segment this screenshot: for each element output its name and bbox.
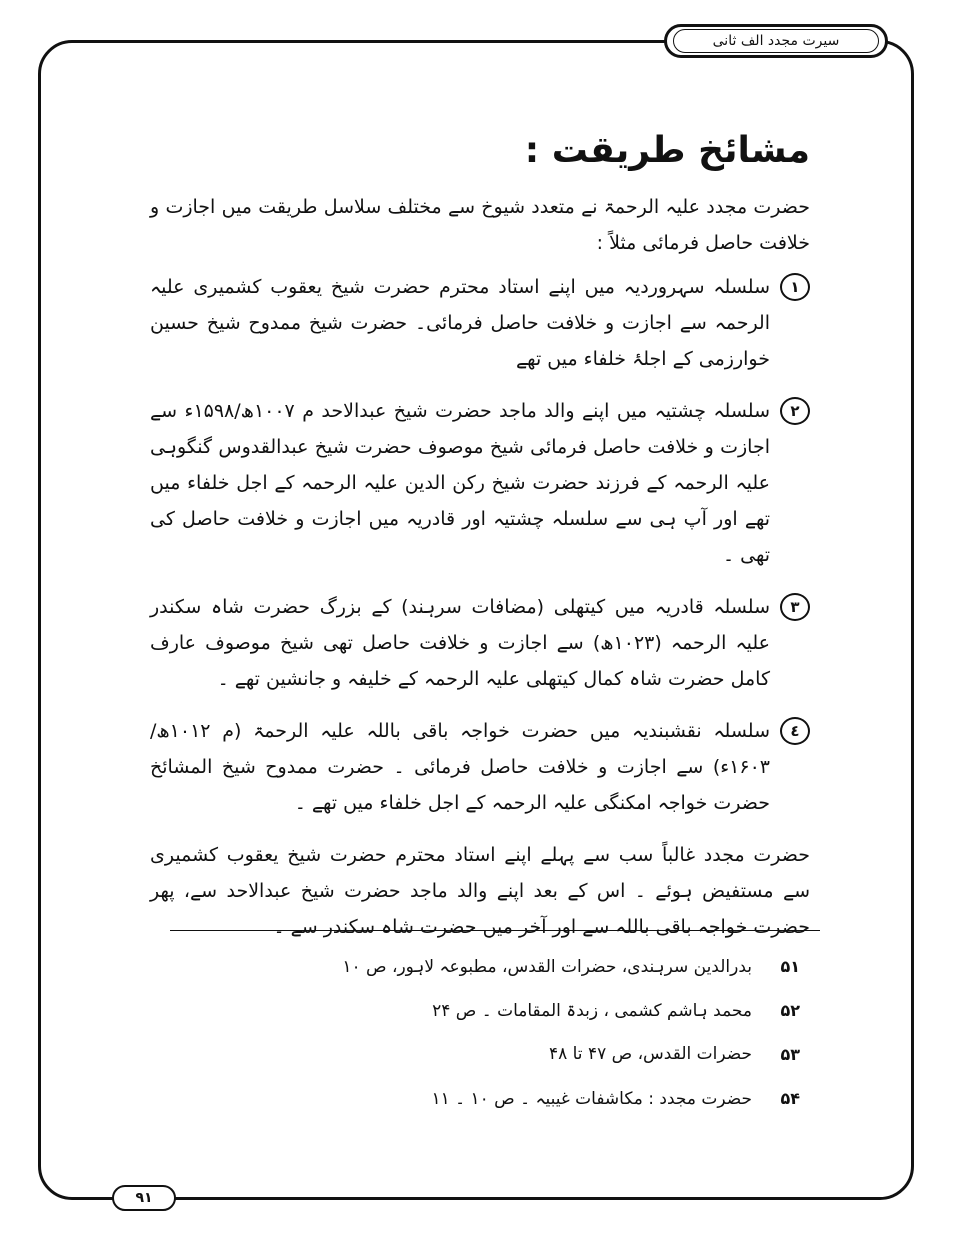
footnotes bbox=[300, 944, 800, 1120]
page-number: ۹۱ bbox=[112, 1185, 176, 1211]
list-item bbox=[150, 269, 810, 377]
footnote-number: ۵۲ bbox=[780, 1000, 800, 1020]
footnote-number: ۵۳ bbox=[780, 1044, 800, 1064]
closing-paragraph: حضرت مجدد غالباً سب سے پہلے اپنے استاد محترم حضرت شیخ یعقوب کشمیری سے مستفیض ہوئے ۔ اس کے بعد اپنے والد ماجد حضرت شیخ عبدالاحد سے، پھر حضرت خواجہ باقی باللہ سے اور آخر میں حضرت شاہ سکندر سے ۔ bbox=[150, 843, 810, 938]
main-content bbox=[150, 128, 810, 964]
item-text: سلسلہ نقشبندیہ میں حضرت خواجہ باقی باللہ علیہ الرحمۃ (م ۱۰۱۲ھ/۱۶۰۳ء) سے اجازت و خلافت حاصل فرمائی ۔ حضرت ممدوح شیخ المشائخ حضرت خواجہ امکنگی علیہ الرحمہ کے اجل خلفاء میں تھے ۔ bbox=[150, 719, 770, 814]
item-text: سلسلہ قادریہ میں کیتھلی (مضافات سرہند) کے بزرگ حضرت شاہ سکندر علیہ الرحمہ (۱۰۲۳ھ) سے اجازت و خلافت حاصل تھی شیخ موصوف عارف کامل حضرت شاہ کمال کیتھلی علیہ الرحمہ کے خلیفہ و جانشین تھے ۔ bbox=[150, 595, 770, 690]
footnote-text: محمد ہاشم کشمی ، زبدۃ المقامات ۔ ص ۲۴ bbox=[432, 1000, 752, 1021]
list-item bbox=[150, 713, 810, 821]
footnote-text: بدرالدین سرہندی، حضرات القدس، مطبوعہ لاہور، ص ۱۰ bbox=[342, 956, 752, 977]
silsila-list bbox=[150, 269, 810, 821]
list-item bbox=[150, 393, 810, 573]
item-text: سلسلہ سہروردیہ میں اپنے استاد محترم حضرت شیخ یعقوب کشمیری علیہ الرحمہ سے اجازت و خلافت حاصل فرمائی۔ حضرت شیخ ممدوح شیخ حسین خوارزمی کے اجلۂ خلفاء میں تھے bbox=[150, 275, 770, 370]
item-number: ٤ bbox=[780, 717, 810, 745]
footnote bbox=[300, 1032, 800, 1076]
footnote-number: ۵۱ bbox=[780, 956, 800, 976]
item-number: ٣ bbox=[780, 593, 810, 621]
book-title: سیرت مجدد الف ثانی bbox=[673, 29, 879, 53]
section-title: مشائخ طریقت : bbox=[524, 130, 810, 171]
footnote bbox=[300, 988, 800, 1032]
footnote-text: حضرات القدس، ص ۴۷ تا ۴۸ bbox=[548, 1044, 752, 1064]
running-header bbox=[664, 24, 888, 58]
item-text: سلسلہ چشتیہ میں اپنے والد ماجد حضرت شیخ عبدالاحد م ۱۰۰۷ھ/۱۵۹۸ء سے اجازت و خلافت حاصل فرمائی شیخ موصوف حضرت شیخ عبدالقدوس گنگوہی علیہ الرحمہ کے فرزند حضرت شیخ رکن الدین علیہ الرحمہ کے اجل خلفاء میں تھے اور آپ ہی سے سلسلہ چشتیہ اور قادریہ میں اجازت و خلافت حاصل کی تھی ۔ bbox=[150, 399, 770, 566]
intro-paragraph: حضرت مجدد علیہ الرحمۃ نے متعدد شیوخ سے مختلف سلاسل طریقت میں اجازت و خلافت حاصل فرمائی مثلاً : bbox=[150, 195, 810, 254]
item-number: ١ bbox=[780, 273, 810, 301]
footnote-divider bbox=[170, 930, 820, 931]
footnote-text: حضرت مجدد : مکاشفات غیبیہ ۔ ص ۱۰ ۔ ۱۱ bbox=[431, 1088, 752, 1109]
list-item bbox=[150, 589, 810, 697]
footnote bbox=[300, 944, 800, 988]
footnote-number: ۵۴ bbox=[780, 1088, 800, 1108]
item-number: ٢ bbox=[780, 397, 810, 425]
footnote bbox=[300, 1076, 800, 1120]
